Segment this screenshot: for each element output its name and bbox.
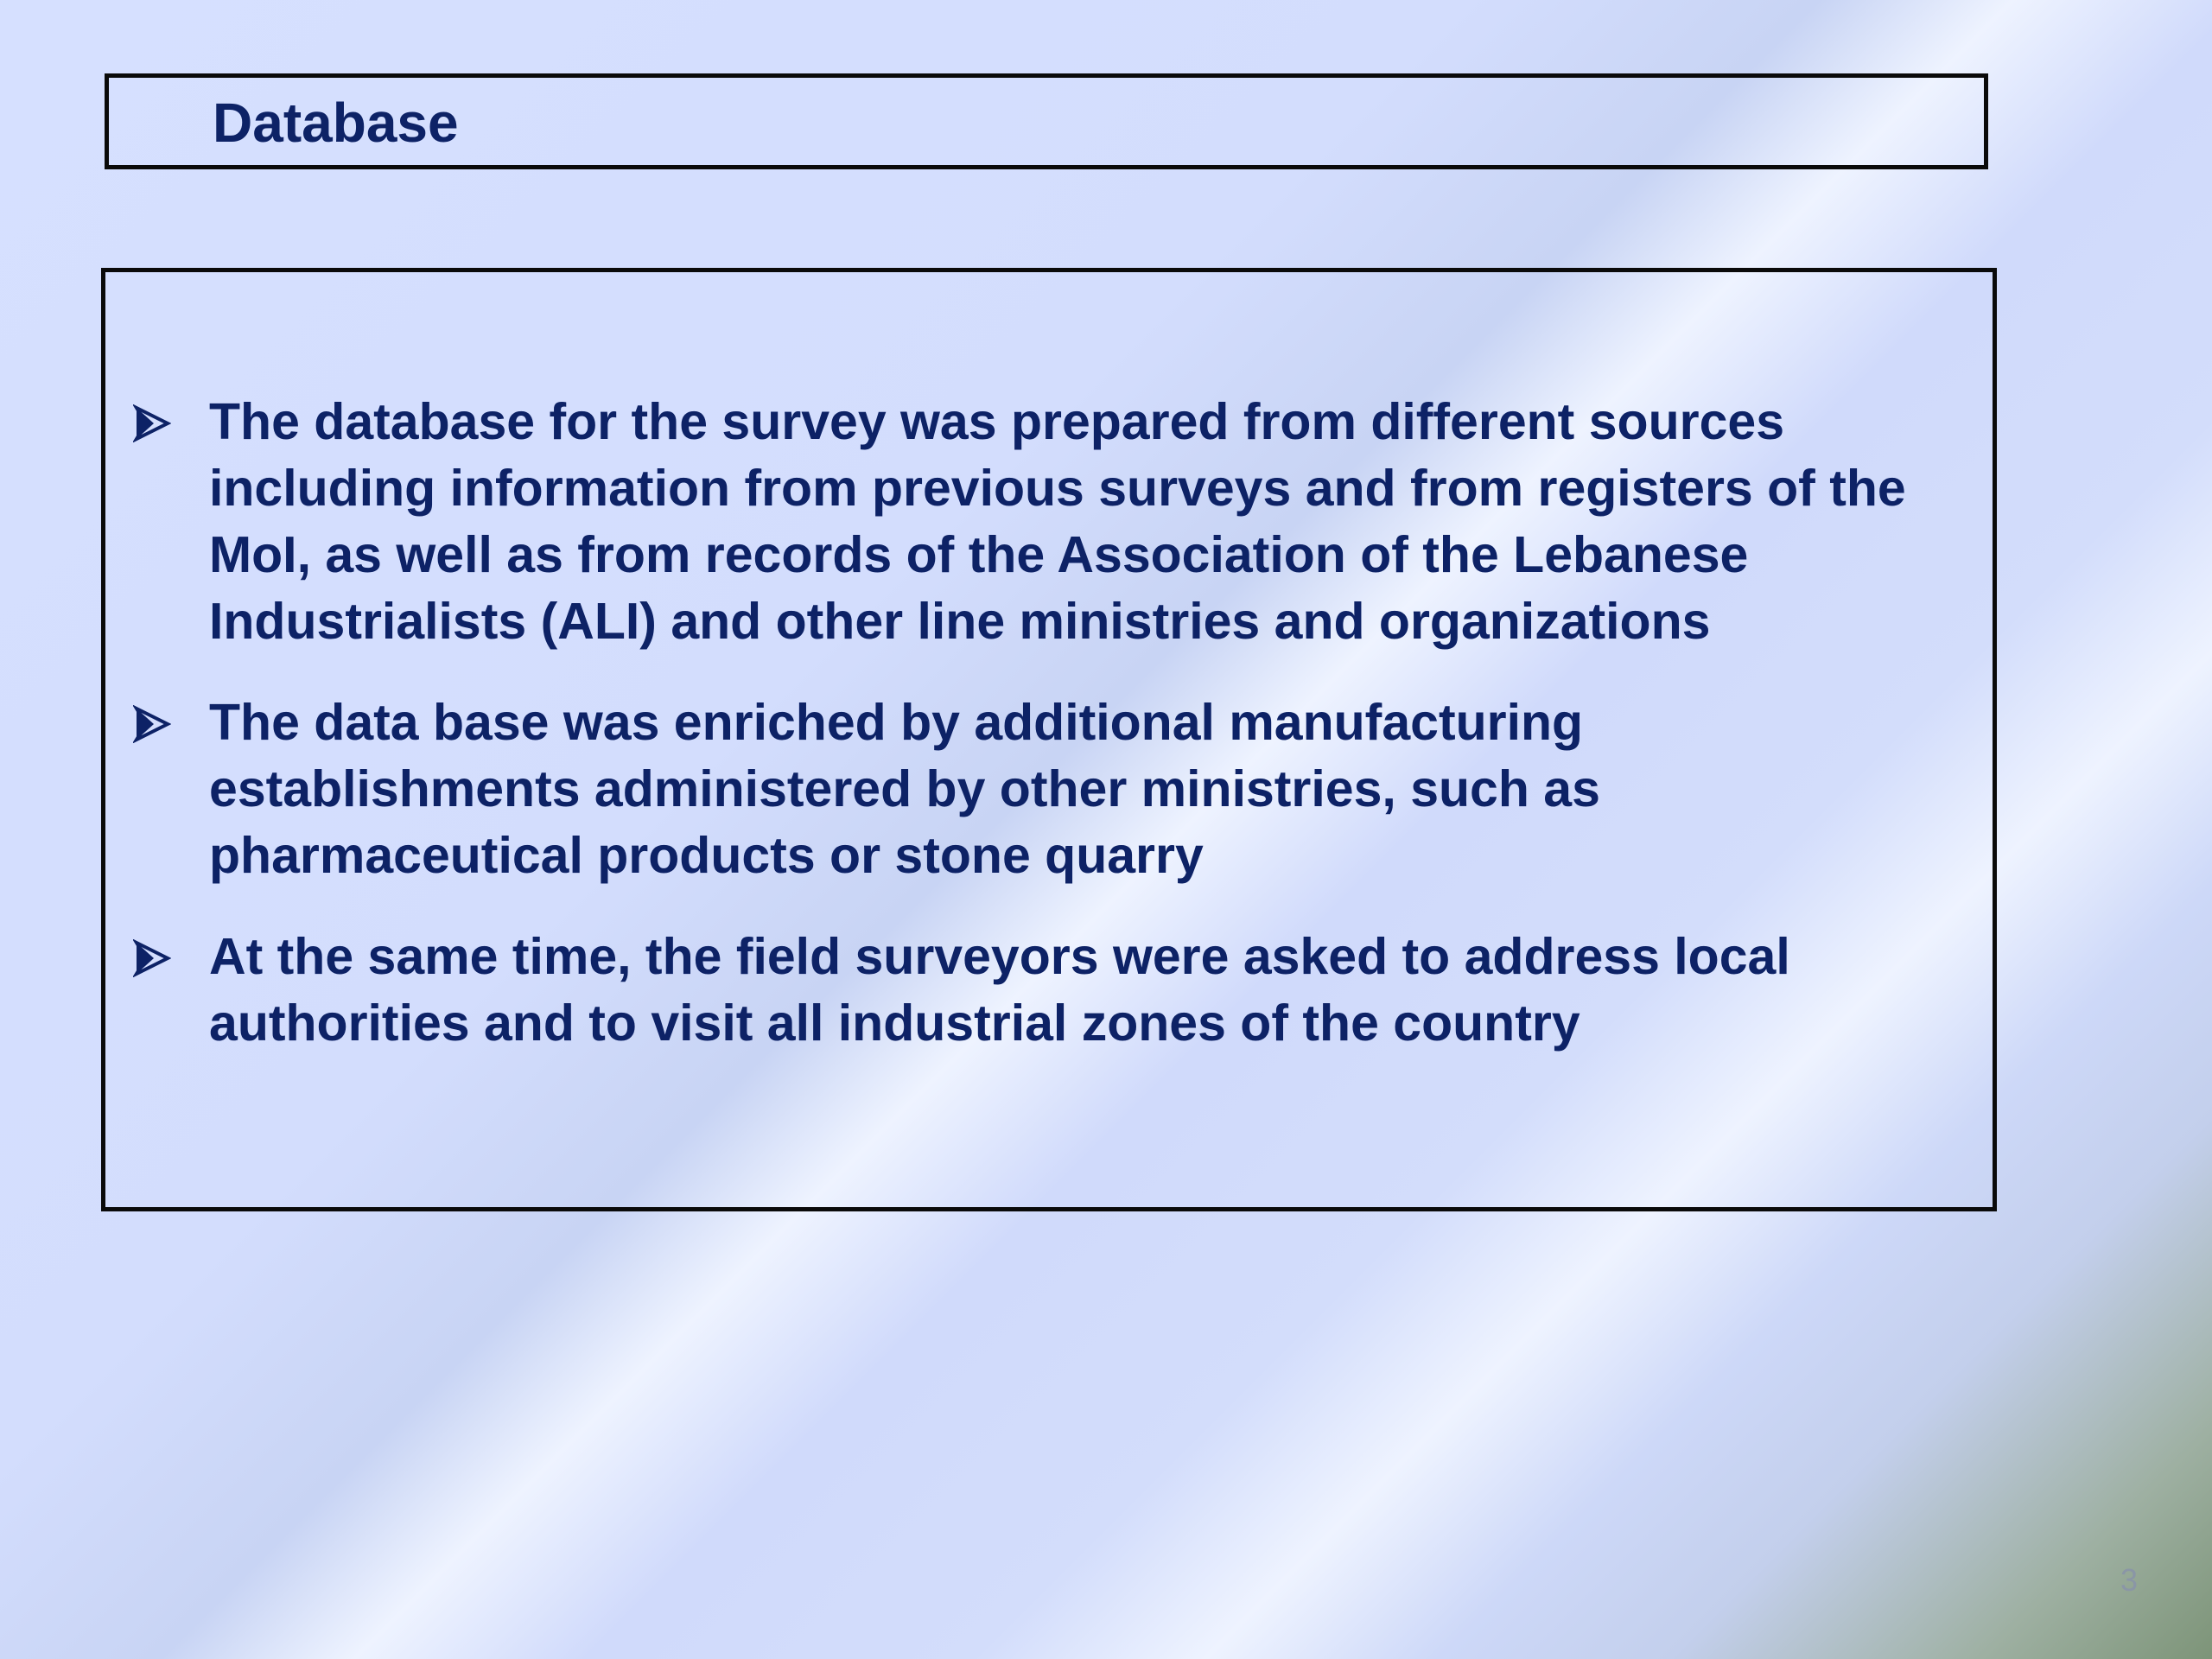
bullet-text: At the same time, the field surveyors were asked to address local authorities and to visit all industrial zones of the country xyxy=(209,928,1790,1052)
arrow-bullet-icon xyxy=(133,939,171,977)
slide-title: Database xyxy=(213,92,459,154)
bullet-item xyxy=(105,389,1993,655)
bullet-item xyxy=(105,924,1993,1057)
content-box xyxy=(101,268,1997,1211)
page-number: 3 xyxy=(2120,1562,2138,1598)
bullet-list xyxy=(105,389,1993,1091)
bullet-item xyxy=(105,690,1993,889)
arrow-bullet-icon xyxy=(133,705,171,743)
arrow-bullet-icon xyxy=(133,404,171,442)
bullet-text: The database for the survey was prepared from different sources including information from previous surveys and from registers of the MoI, as well as from records of the Association of the Lebanese Industrialists (ALI) and other line ministries and organizations xyxy=(209,393,1906,650)
title-box xyxy=(105,73,1988,169)
bullet-text: The data base was enriched by additional manufacturing establishments administered by other ministries, such as pharmaceutical products or stone quarry xyxy=(209,694,1600,884)
